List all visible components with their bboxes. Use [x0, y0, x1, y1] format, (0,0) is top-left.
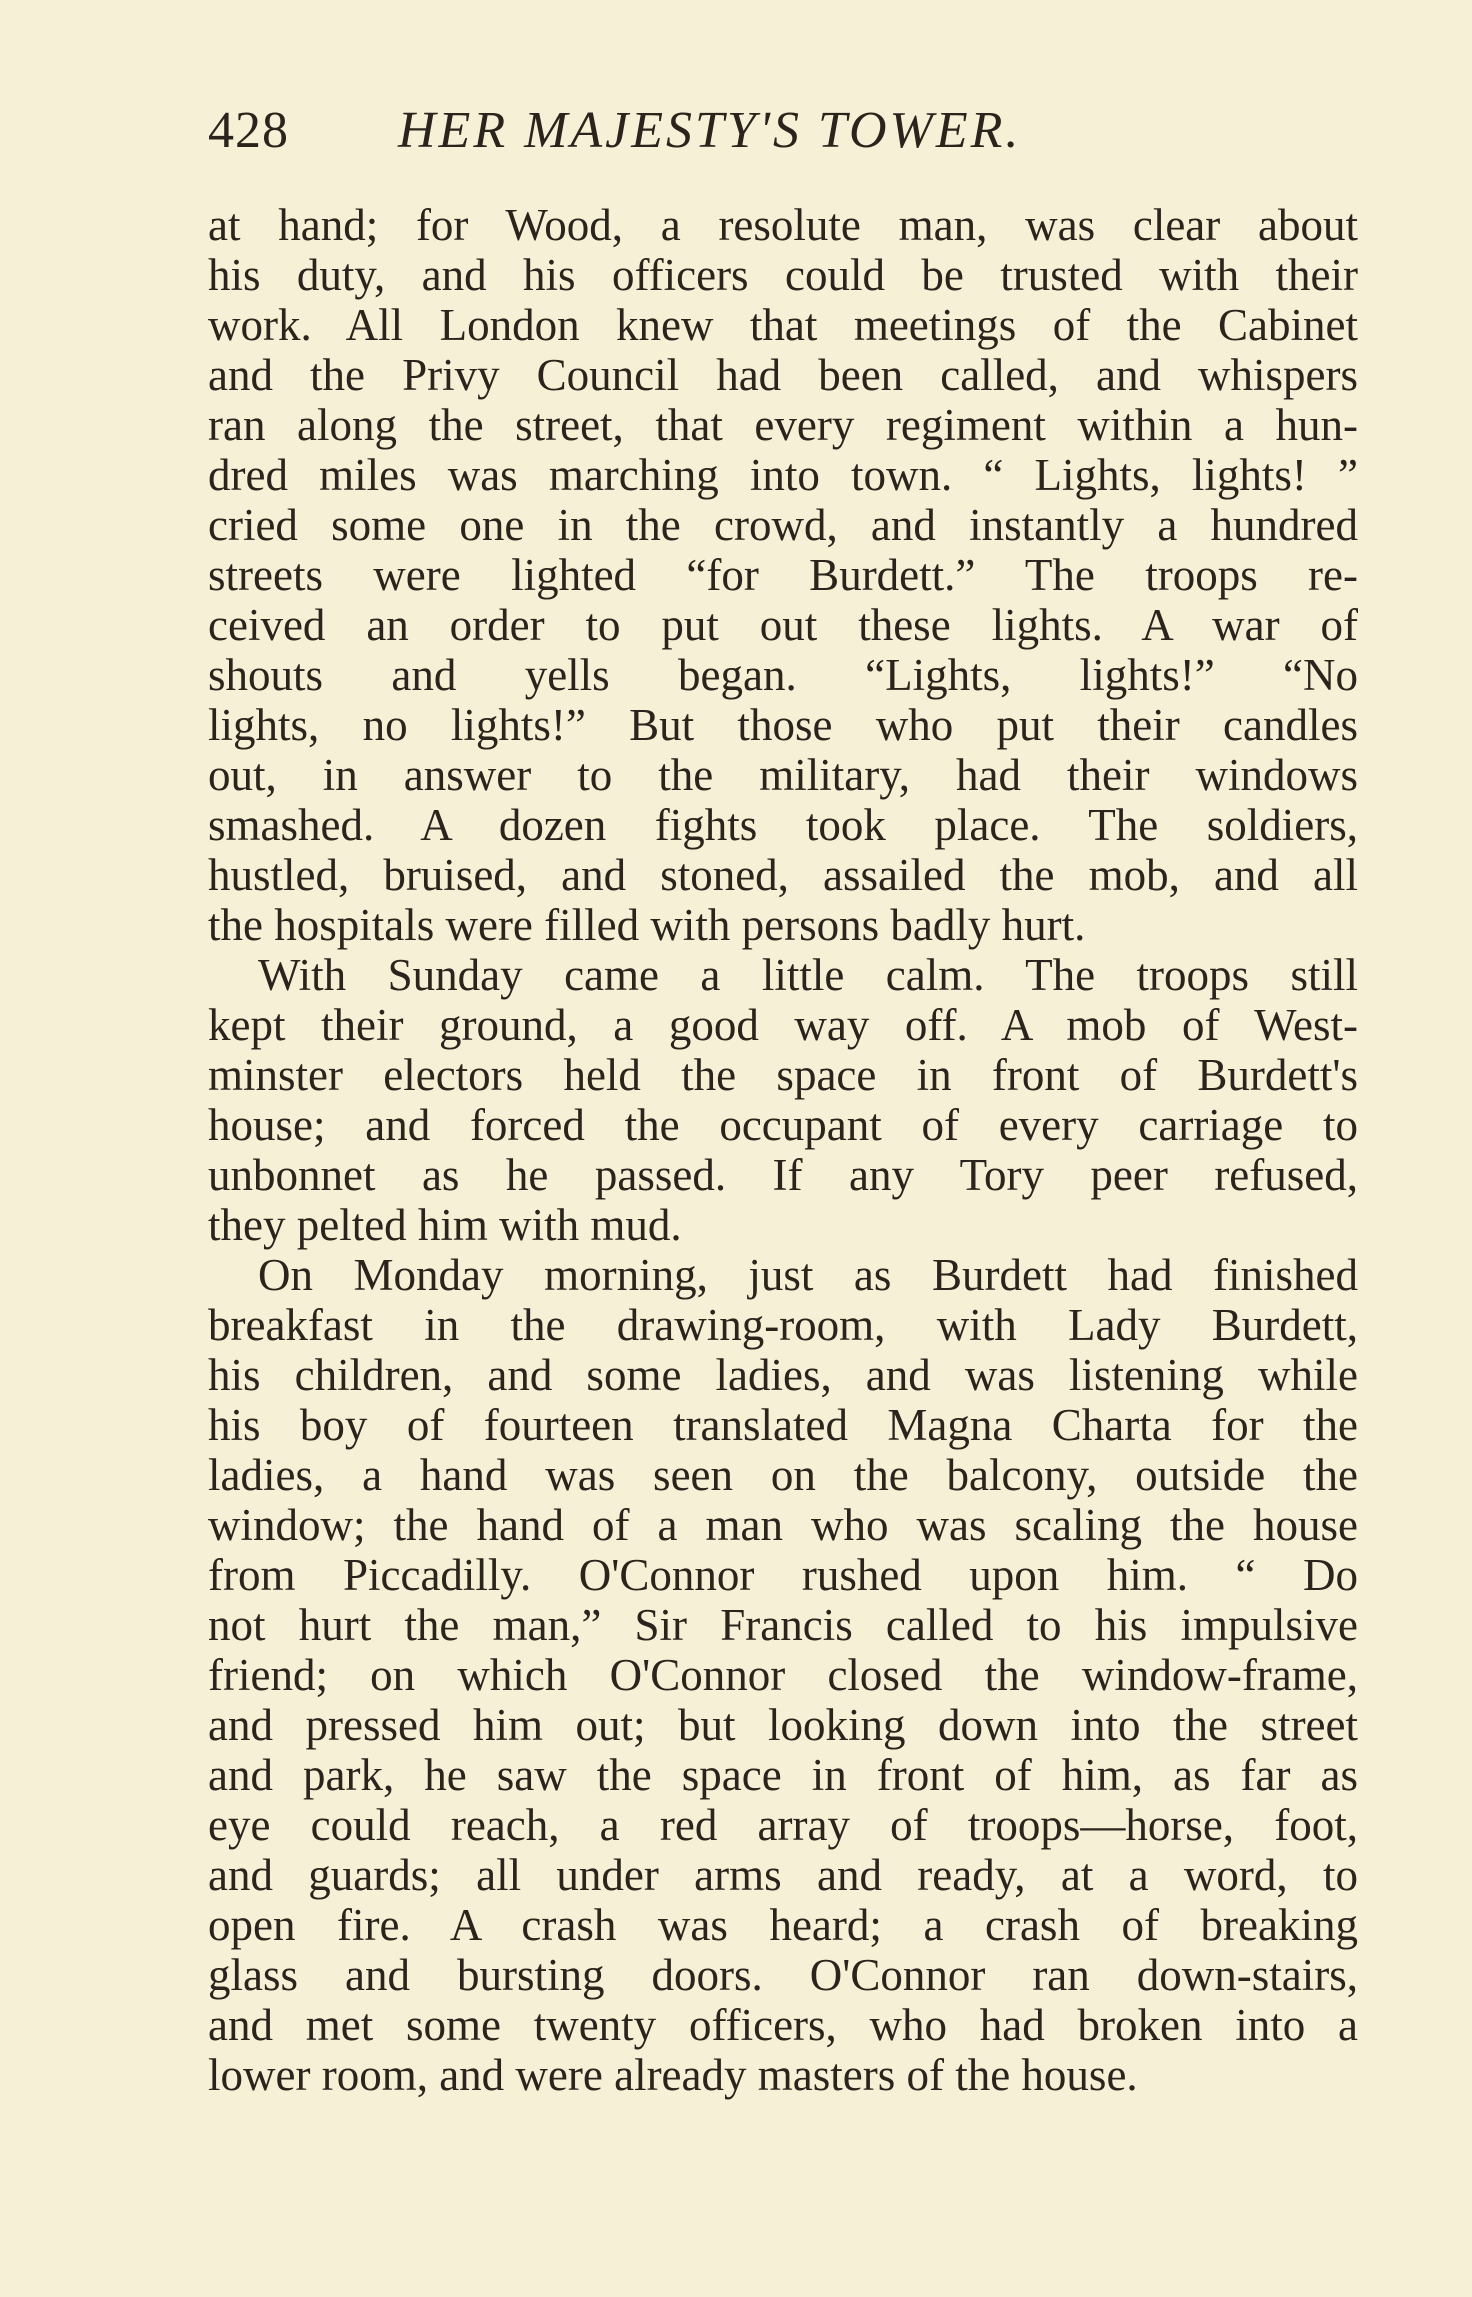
text-line: lower room, and were already masters of the house. [208, 2050, 1138, 2100]
text-line: from Piccadilly. O'Connor rushed upon him. “ Do [208, 1550, 1358, 1600]
text-line: open fire. A crash was heard; a crash of breaking [208, 1900, 1358, 1950]
text-line: With Sunday came a little calm. The troops still [258, 950, 1358, 1000]
text-line: and met some twenty officers, who had broken into a [208, 2000, 1358, 2050]
text-line: cried some one in the crowd, and instantly a hundred [208, 500, 1358, 550]
text-line: work. All London knew that meetings of the Cabinet [208, 300, 1358, 350]
text-line: and the Privy Council had been called, and whispers [208, 350, 1358, 400]
text-line: not hurt the man,” Sir Francis called to his impulsive [208, 1600, 1358, 1650]
page-header [208, 96, 1358, 166]
text-line: minster electors held the space in front of Burdett's [208, 1050, 1358, 1100]
text-line: hustled, bruised, and stoned, assailed the mob, and all [208, 850, 1358, 900]
text-line: and guards; all under arms and ready, at a word, to [208, 1850, 1358, 1900]
text-line: ran along the street, that every regiment within a hun- [208, 400, 1358, 450]
text-line: lights, no lights!” But those who put their candles [208, 700, 1358, 750]
text-line: friend; on which O'Connor closed the window-frame, [208, 1650, 1358, 1700]
text-line: house; and forced the occupant of every carriage to [208, 1100, 1358, 1150]
running-head: HER MAJESTY'S TOWER. [398, 102, 1022, 159]
text-line: On Monday morning, just as Burdett had finished [258, 1250, 1358, 1300]
text-line: and pressed him out; but looking down into the street [208, 1700, 1358, 1750]
text-line: ceived an order to put out these lights. A war of [208, 600, 1358, 650]
text-line: glass and bursting doors. O'Connor ran down-stairs, [208, 1950, 1358, 2000]
text-line: dred miles was marching into town. “ Lights, lights! ” [208, 450, 1358, 500]
text-line: and park, he saw the space in front of him, as far as [208, 1750, 1358, 1800]
text-line: breakfast in the drawing-room, with Lady Burdett, [208, 1300, 1358, 1350]
text-line: out, in answer to the military, had their windows [208, 750, 1358, 800]
text-line: streets were lighted “for Burdett.” The troops re- [208, 550, 1358, 600]
text-line: window; the hand of a man who was scaling the house [208, 1500, 1358, 1550]
text-line: at hand; for Wood, a resolute man, was clear about [208, 200, 1358, 250]
text-line: unbonnet as he passed. If any Tory peer refused, [208, 1150, 1358, 1200]
text-line: kept their ground, a good way off. A mob of West- [208, 1000, 1358, 1050]
text-line: the hospitals were filled with persons badly hurt. [208, 900, 1086, 950]
body-text [208, 200, 1358, 2100]
text-line: his children, and some ladies, and was listening while [208, 1350, 1358, 1400]
text-line: shouts and yells began. “Lights, lights!” “No [208, 650, 1358, 700]
text-line: his duty, and his officers could be trusted with their [208, 250, 1358, 300]
text-line: eye could reach, a red array of troops—horse, foot, [208, 1800, 1358, 1850]
text-line: they pelted him with mud. [208, 1200, 682, 1250]
text-line: ladies, a hand was seen on the balcony, outside the [208, 1450, 1358, 1500]
page-number: 428 [208, 102, 289, 159]
text-line: smashed. A dozen fights took place. The soldiers, [208, 800, 1358, 850]
text-line: his boy of fourteen translated Magna Charta for the [208, 1400, 1358, 1450]
